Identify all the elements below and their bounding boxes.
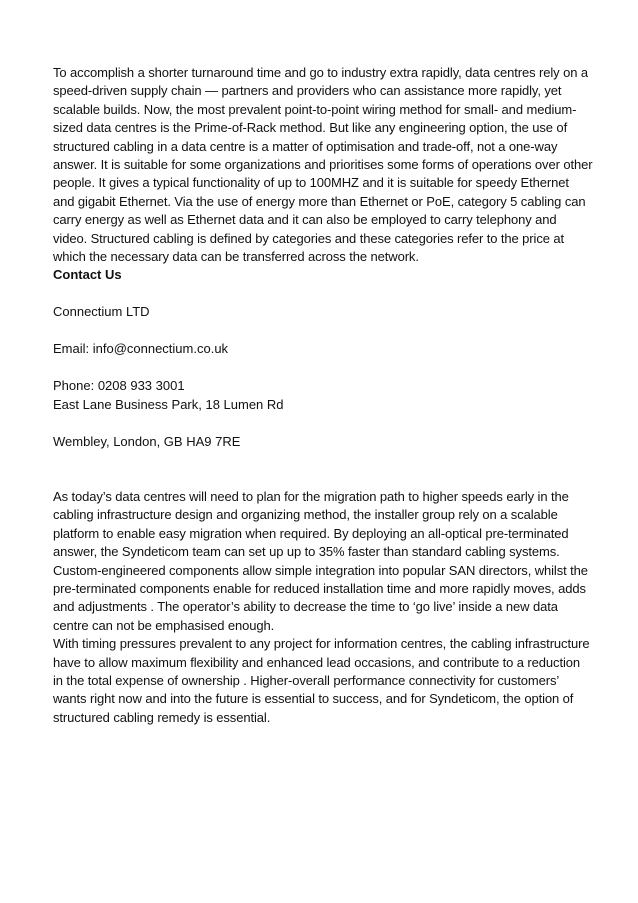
- migration-paragraph: As today’s data centres will need to plan for the migration path to higher speeds early in the cabling infrastructure design and organizing method, the installer group rely on a scalable platform to enable easy migration when required. By deploying an all-optical pre-terminated answer, the Syndeticom team can set up up to 35% faster than standard cabling systems. Custom-engineered components allow simple integration into popular SAN directors, whilst the pre-terminated components enable for reduced installation time and more rapidly moves, adds and adjustments . The operator’s ability to decrease the time to ‘go live’ inside a new data centre can not be emphasised enough.: [53, 488, 588, 633]
- contact-email: Email: info@connectium.co.uk: [53, 341, 229, 357]
- timing-paragraph: With timing pressures prevalent to any project for information centres, the cabling infrastructure have to allow maximum flexibility and enhanced lead occasions, and contribute to a reduction in the total expense of ownership . Higher-overall performance connectivity for customers’ wants right now and into the future is essential to success, and for Syndeticom, the option of structured cabling remedy is essential.: [53, 636, 590, 725]
- contact-heading: Contact Us: [53, 267, 122, 283]
- company-name: Connectium LTD: [53, 304, 150, 320]
- document-body: [53, 64, 593, 727]
- address-line-2: Wembley, London, GB HA9 7RE: [53, 433, 241, 449]
- address-line-1: East Lane Business Park, 18 Lumen Rd: [53, 396, 284, 412]
- intro-paragraph: To accomplish a shorter turnaround time and go to industry extra rapidly, data centres rely on a speed-driven supply chain — partners and providers who can assistance more rapidly, yet scalable builds. Now, the most prevalent point-to-point wiring method for small- and medium-sized data centres is the Prime-of-Rack method. But like any engineering option, the use of structured cabling in a data centre is a matter of optimisation and trade-off, not a one-way answer. It is suitable for some organizations and prioritises some forms of operations over other people. It gives a typical functionality of up to 100MHZ and it is suitable for speedy Ethernet and gigabit Ethernet. Via the use of energy more than Ethernet or PoE, category 5 cabling can carry energy as well as Ethernet data and it can also be employed to carry telephony and video. Structured cabling is defined by categories and these categories refer to the price at which the necessary data can be transferred across the network.: [53, 65, 593, 265]
- contact-phone: Phone: 0208 933 3001: [53, 378, 185, 394]
